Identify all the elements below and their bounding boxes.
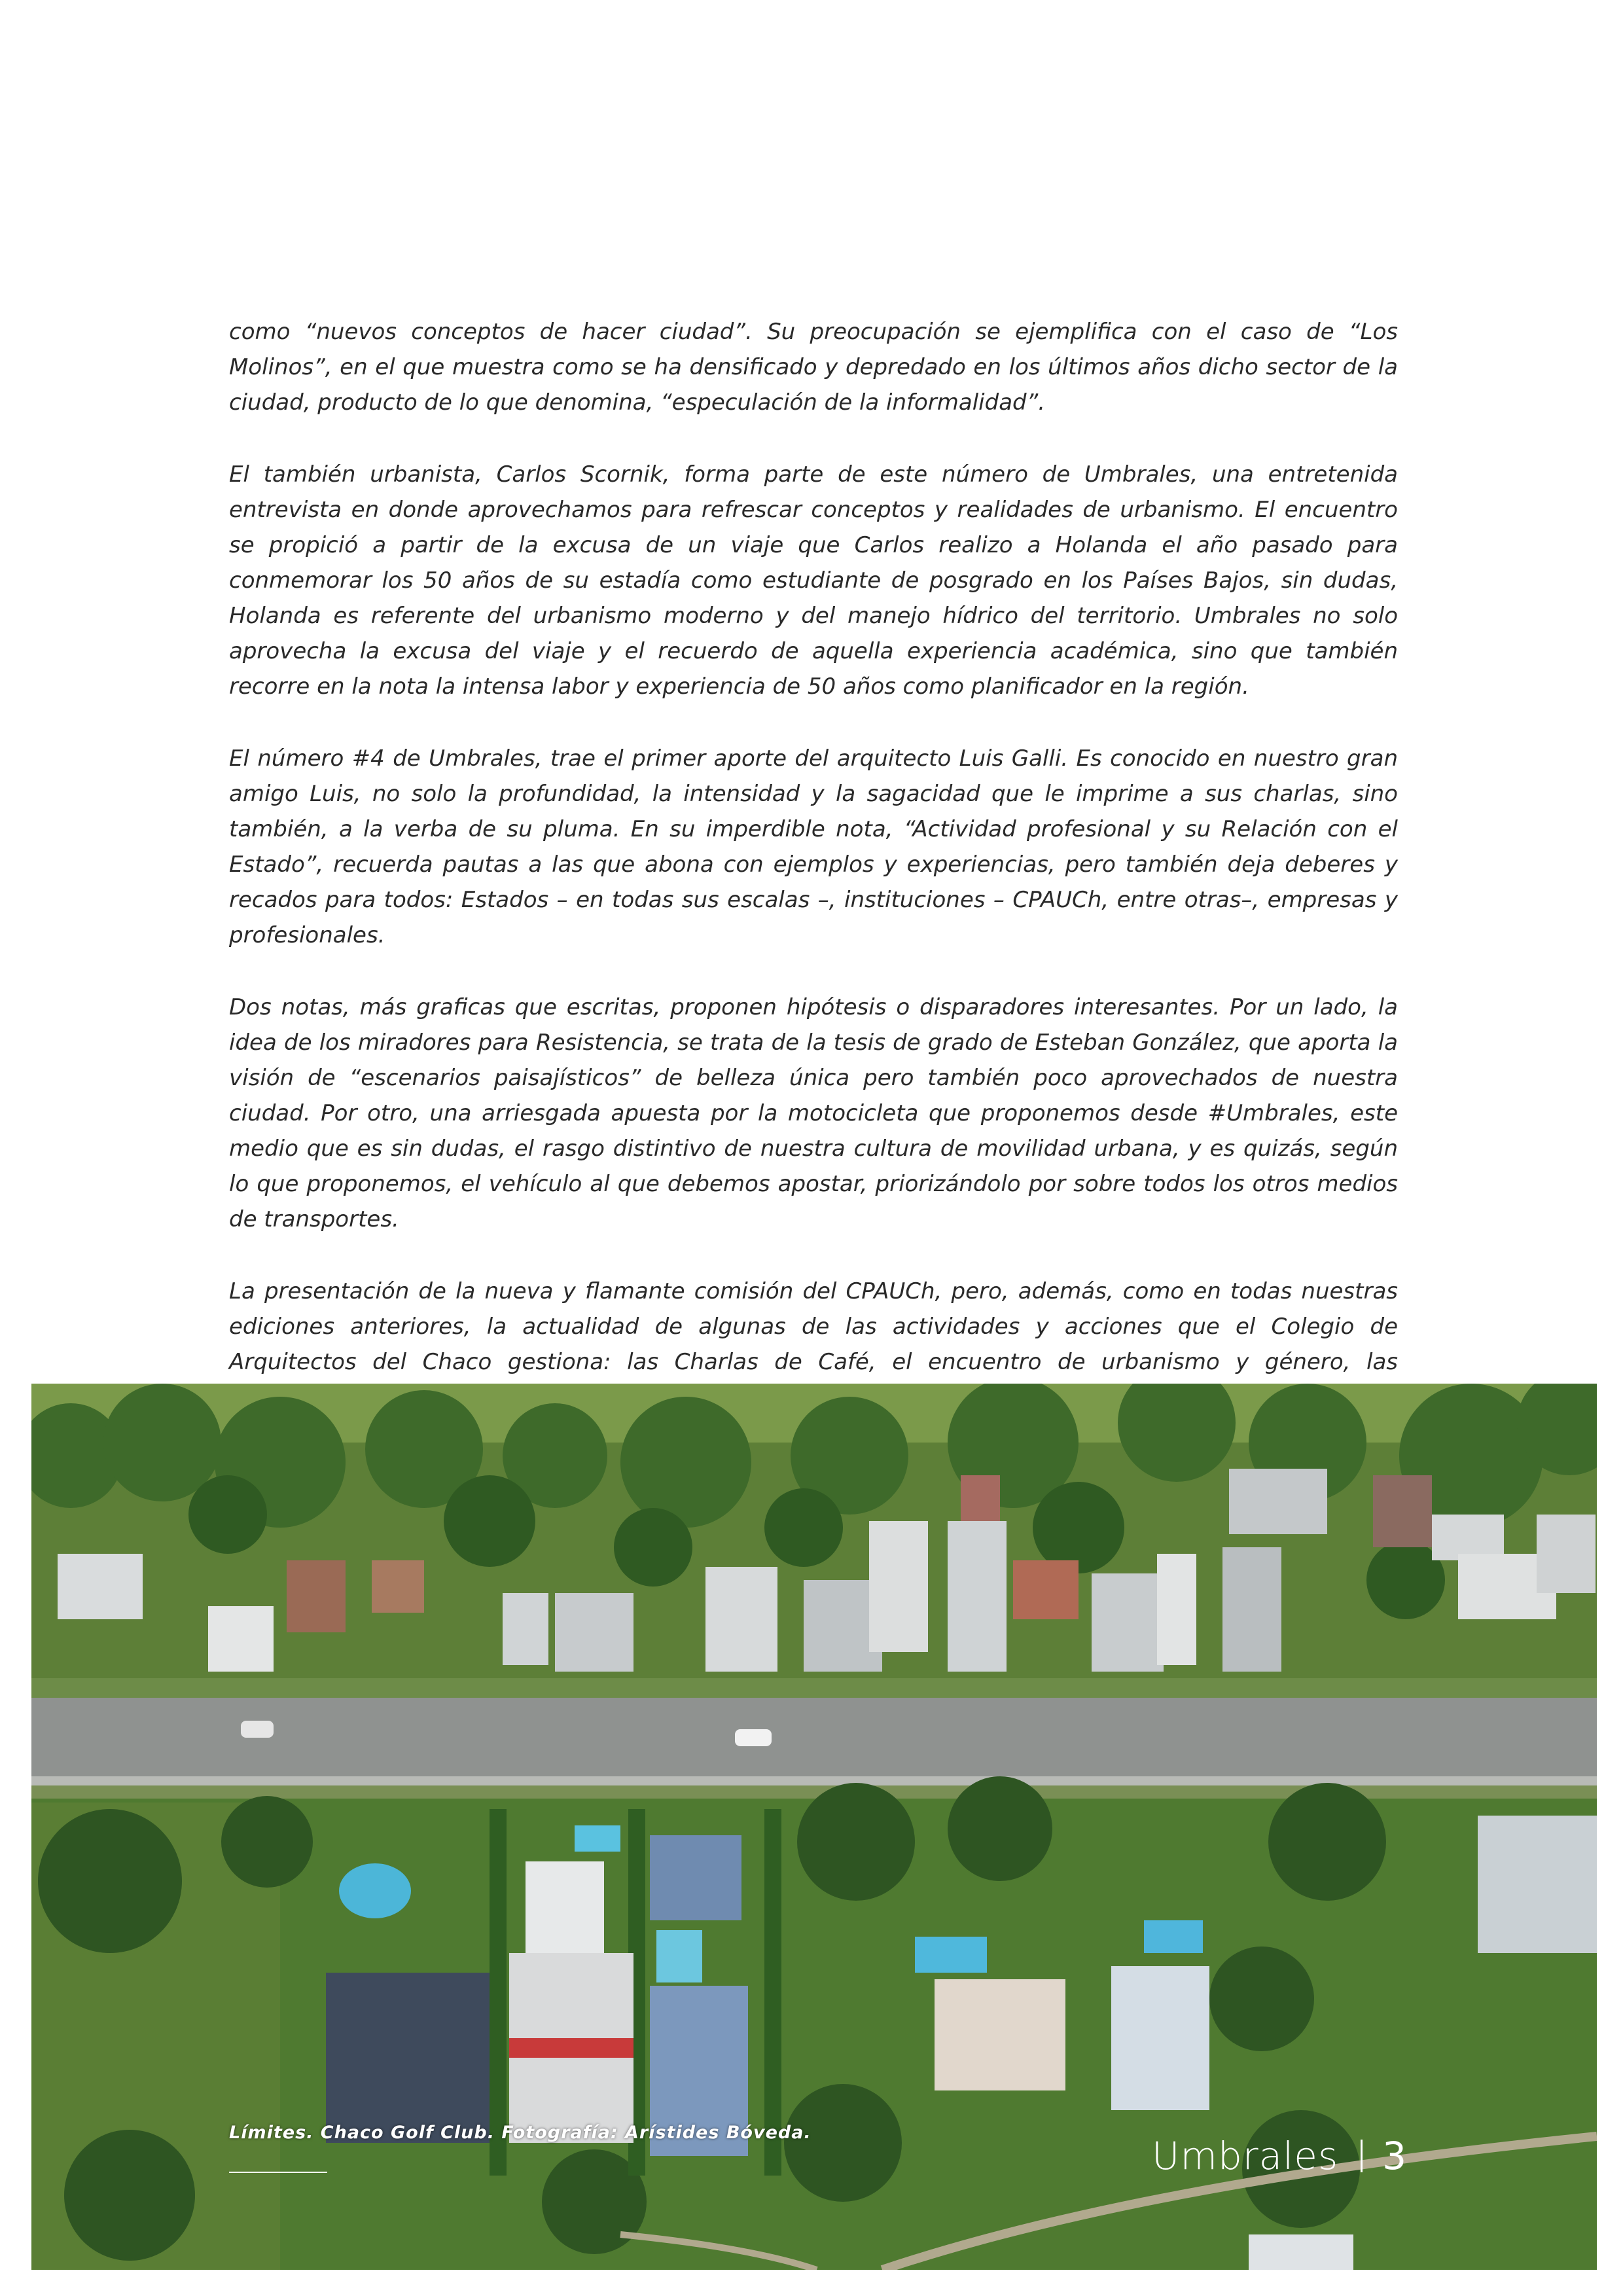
- body-text: [229, 314, 1398, 1487]
- paragraph-5: La presentación de la nueva y flamante comisión del CPAUCh, pero, además, como en todas nuestras ediciones anteriores, la actualidad de algunas de las actividades y acciones que el Colegio de Arquitectos del Chaco gestiona: las Charlas de Café, el encuentro de urbanismo y género, las: [229, 1278, 1398, 1375]
- paragraph-2: El también urbanista, Carlos Scornik, forma parte de este número de Umbrales, una entretenida entrevista en donde aprovechamos para refrescar conceptos y realidades de urbanismo. El encuentro se propició a partir de la excusa de un viaje que Carlos realizo a Holanda el año pasado para conmemorar los 50 años de su estadía como estudiante de posgrado en los Países Bajos, sin dudas, Holanda es referente del urbanismo moderno y del manejo hídrico del territorio. Umbrales no solo aprovecha la excusa del viaje y el recuerdo de aquella experiencia académica, sino que también recorre en la nota la intensa labor y experiencia de 50 años como planificador en la región.: [229, 461, 1398, 700]
- paragraph-1: como “nuevos conceptos de hacer ciudad”. Su preocupación se ejemplifica con el caso de “Los Molinos”, en el que muestra como se ha densificado y depredado en los últimos años dicho sector de la ciudad, producto de lo que denomina, “especulación de la informalidad”.: [229, 319, 1398, 416]
- paragraph-4: Dos notas, más graficas que escritas, proponen hipótesis o disparadores interesantes. Por un lado, la idea de los miradores para Resistencia, se trata de la tesis de grado de Esteban González, que aporta la visión de “escenarios paisajísticos” de belleza única pero también poco aprovechados de nuestra ciudad. Por otro, una arriesgada apuesta por la motocicleta que proponemos desde #Umbrales, este medio que es sin dudas, el rasgo distintivo de nuestra cultura de movilidad urbana, y es quizás, según lo que proponemos, el vehículo al que debemos apostar, priorizándolo por sobre todos los otros medios de transportes.: [229, 994, 1398, 1232]
- magazine-name: Umbrales: [1152, 2134, 1339, 2178]
- photo-caption: Límites. Chaco Golf Club. Fotografía: Arístides Bóveda.: [229, 2123, 812, 2143]
- page-number: 3: [1382, 2134, 1408, 2178]
- page-folio: [1152, 2134, 1407, 2178]
- paragraph-3: El número #4 de Umbrales, trae el primer aporte del arquitecto Luis Galli. Es conocido en nuestro gran amigo Luis, no solo la profundidad, la intensidad y la sagacidad que le imprime a sus charlas, sino también, a la verba de su pluma. En su imperdible nota, “Actividad profesional y su Relación con el Estado”, recuerda pautas a las que abona con ejemplos y experiencias, pero también deja deberes y recados para todos: Estados – en todas sus escalas –, instituciones – CPAUCh, entre otras–, empresas y profesionales.: [229, 745, 1398, 948]
- folio-separator: [1361, 2140, 1363, 2172]
- caption-divider: [229, 2172, 327, 2173]
